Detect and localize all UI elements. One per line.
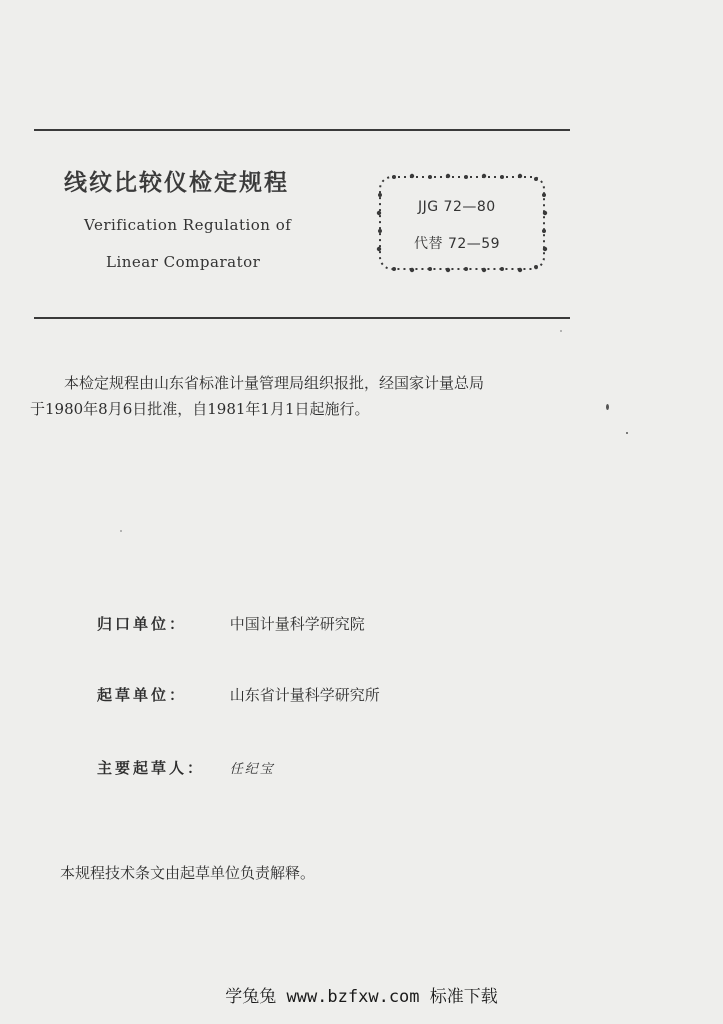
title-chinese: 线纹比较仪检定规程 [64,170,289,196]
title-english-line1: Verification Regulation of [84,216,292,234]
info-value: 山东省计量科学研究所 [229,686,380,704]
scan-speck [560,330,562,332]
title-english-line2: Linear Comparator [106,253,261,271]
approval-paragraph [30,370,590,422]
footer-watermark: 学兔兔 www.bzfxw.com 标准下载 [225,987,498,1007]
scan-speck [606,404,609,410]
interpretation-note: 本规程技术条文由起草单位负责解释。 [60,864,316,882]
approval-line-2: 于1980年8月6日批准，自1981年1月1日起施行。 [30,400,370,418]
stamp-border-icon [374,171,550,275]
approval-line-1: 本检定规程由山东省标准计量管理局组织报批，经国家计量总局 [64,374,485,392]
info-label: 归口单位： [97,615,188,633]
replaces-code: 代替 72—59 [414,236,501,252]
info-label: 主要起草人： [97,759,206,777]
regulation-code-stamp [374,171,550,275]
scan-speck [626,432,628,434]
info-value: 任纪宝 [229,762,275,777]
bottom-rule [34,317,570,319]
top-rule [34,129,570,131]
info-label: 起草单位： [97,686,188,704]
scan-speck [120,530,122,532]
info-row-main-drafter [97,757,275,778]
info-row-drafting-unit [97,684,380,705]
regulation-code: JJG 72—80 [418,199,496,215]
info-value: 中国计量科学研究院 [229,615,365,633]
info-row-responsible-unit [97,613,365,634]
